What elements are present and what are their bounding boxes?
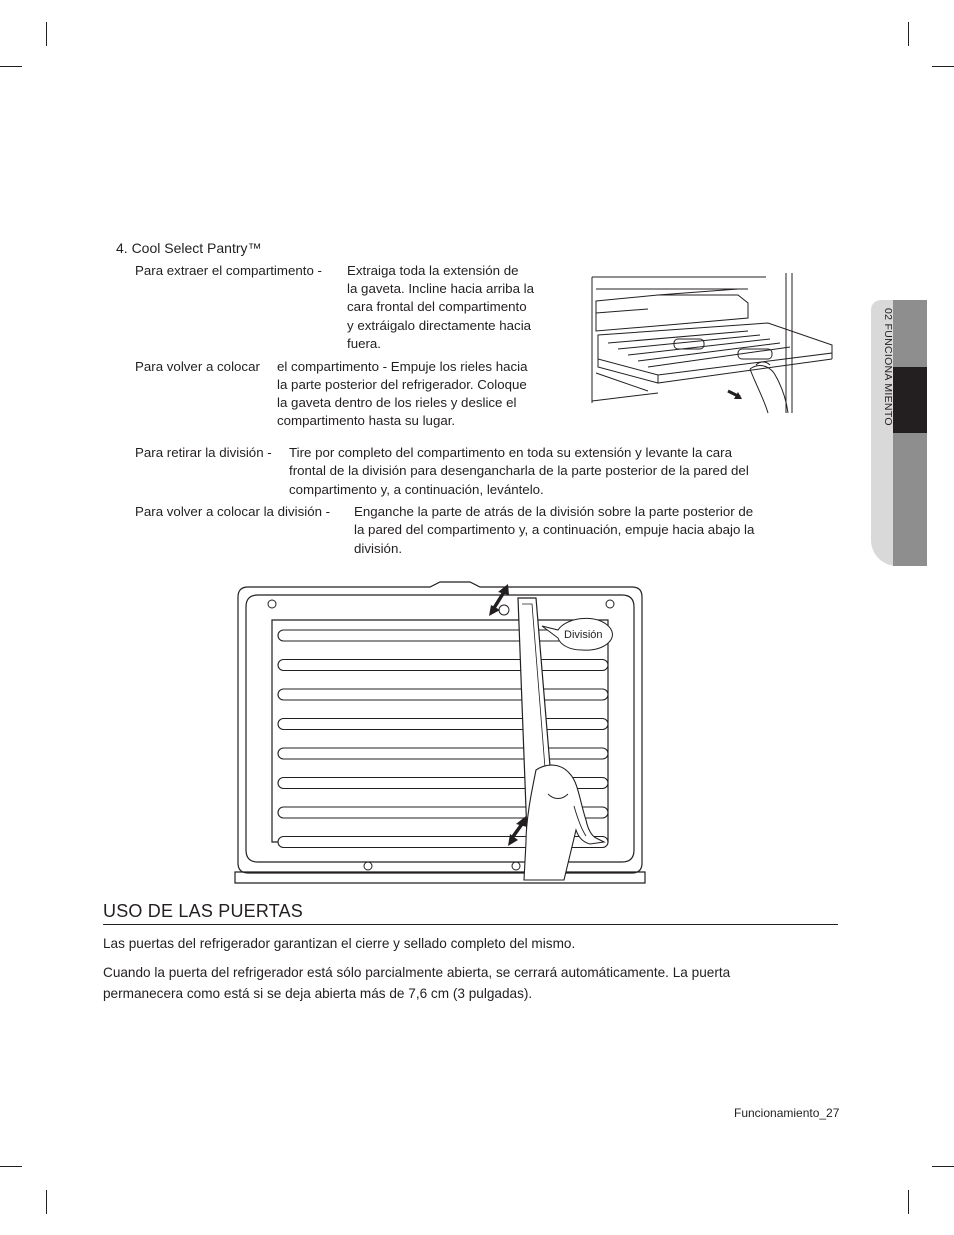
crop-mark — [908, 1190, 909, 1214]
chapter-label: 02 FUNCIONA MIENTO — [882, 308, 894, 426]
doors-paragraph-1: Las puertas del refrigerador garantizan el cierre y sellado completo del mismo. — [103, 936, 576, 951]
chapter-tab-marker — [893, 367, 927, 433]
drawer-slat — [278, 748, 608, 759]
replace-line: compartimento hasta su lugar. — [277, 413, 456, 428]
crop-mark — [932, 1166, 954, 1167]
drawer-slat — [278, 689, 608, 700]
replace-line: la gaveta dentro de los rieles y deslice el — [277, 395, 517, 410]
replace-line: la parte posterior del refrigerador. Coloque — [277, 377, 527, 392]
crop-mark — [0, 1166, 22, 1167]
doors-heading: USO DE LAS PUERTAS — [103, 901, 303, 921]
extract-line: Extraiga toda la extensión de — [347, 263, 519, 278]
remove-divider-line: frontal de la división para desengancharla de la parte posterior de la pared del — [289, 463, 749, 478]
remove-divider-label: Para retirar la división - — [135, 445, 272, 460]
extract-label: Para extraer el compartimento - — [135, 263, 322, 278]
doors-paragraph-2-line-1: Cuando la puerta del refrigerador está sólo parcialmente abierta, se cerrará automáticamente. La puerta — [103, 965, 731, 980]
divider-illustration — [230, 580, 650, 886]
drawer-slat — [278, 660, 608, 671]
heading-rule — [103, 924, 838, 925]
section-title: 4. Cool Select Pantry™ — [116, 240, 262, 256]
replace-line: el compartimento - Empuje los rieles hacia — [277, 359, 528, 374]
doors-paragraph-2-line-2: permanecera como está si se deja abierta más de 7,6 cm (3 pulgadas). — [103, 986, 533, 1001]
drawer-illustration — [588, 273, 836, 415]
page-footer: Funcionamiento_27 — [734, 1106, 840, 1120]
replace-divider-line: Enganche la parte de atrás de la división sobre la parte posterior de — [354, 504, 754, 519]
extract-line: cara frontal del compartimento — [347, 299, 527, 314]
replace-divider-line: la pared del compartimento y, a continuación, empuje hacia abajo la — [354, 522, 755, 537]
crop-mark — [46, 22, 47, 46]
remove-divider-line: compartimento y, a continuación, levántelo. — [289, 482, 544, 497]
drawer-slat — [278, 719, 608, 730]
replace-label: Para volver a colocar — [135, 359, 260, 374]
extract-line: la gaveta. Incline hacia arriba la — [347, 281, 535, 296]
replace-divider-line: división. — [354, 541, 403, 556]
chapter-tab-band — [893, 300, 927, 566]
replace-divider-label: Para volver a colocar la división - — [135, 504, 331, 519]
remove-divider-line: Tire por completo del compartimento en toda su extensión y levante la cara — [289, 445, 732, 460]
division-callout: División — [564, 629, 603, 641]
extract-line: y extráigalo directamente hacia — [347, 318, 532, 333]
extract-line: fuera. — [347, 336, 382, 351]
crop-mark — [0, 66, 22, 67]
crop-mark — [46, 1190, 47, 1214]
crop-mark — [908, 22, 909, 46]
crop-mark — [932, 66, 954, 67]
